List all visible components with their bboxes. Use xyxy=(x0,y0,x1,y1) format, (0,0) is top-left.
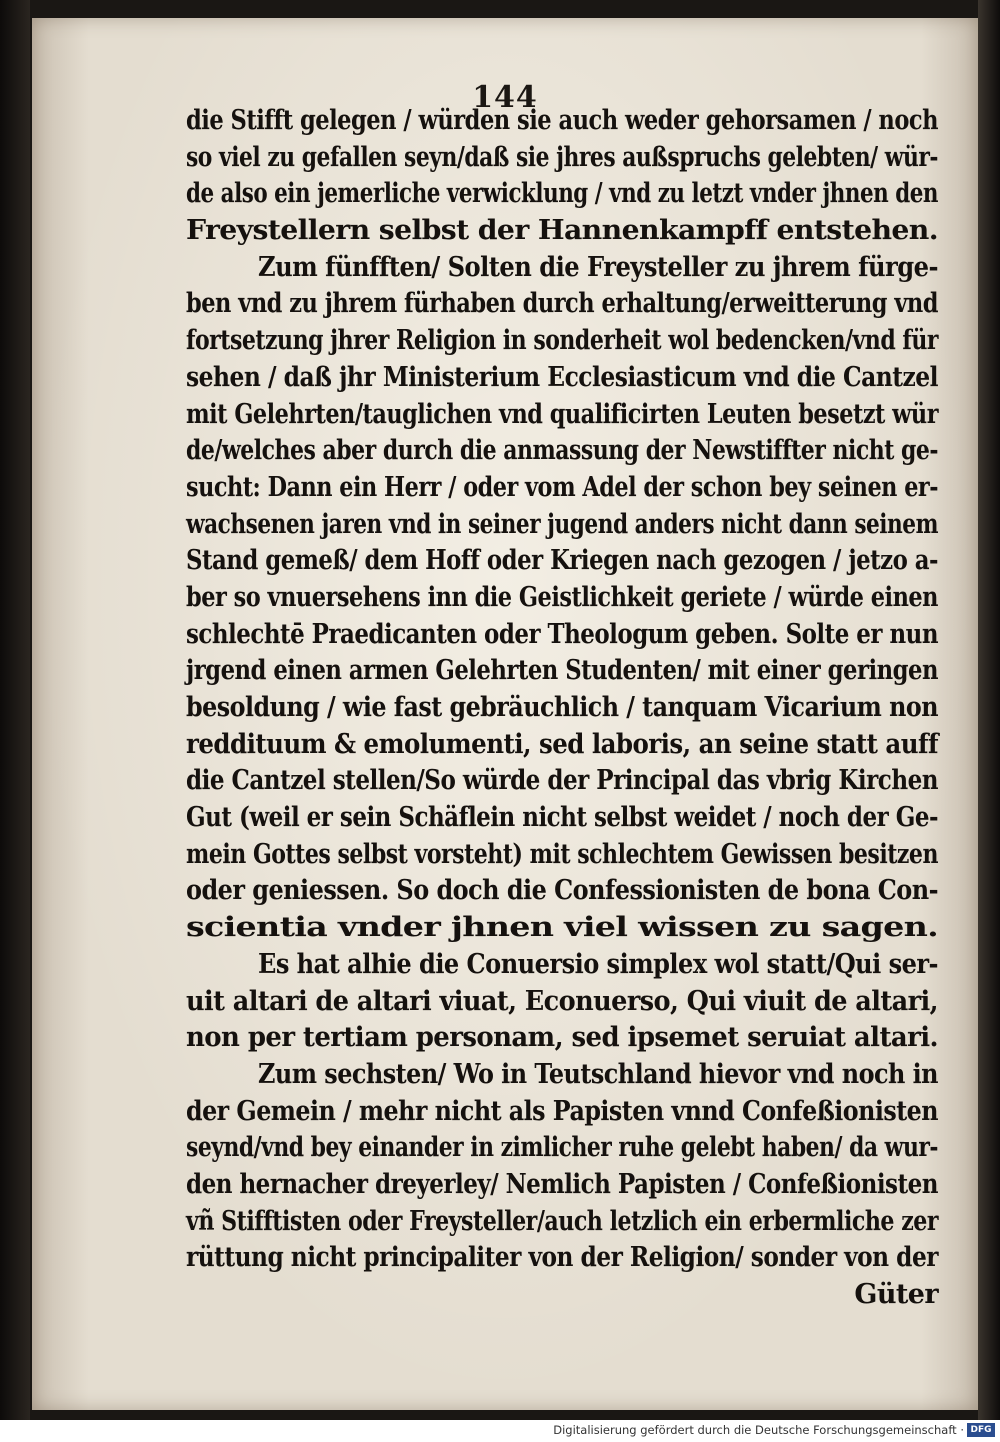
body-text xyxy=(186,103,938,1314)
text-line: Zum fünfften/ Solten die Freysteller zu jhrem fürge- xyxy=(258,251,938,283)
text-line: mein Gottes selbst vorsteht) mit schlechtem Gewissen besitzen xyxy=(186,838,938,870)
text-line: ben vnd zu jhrem fürhaben durch erhaltung/erweitterung vnd xyxy=(186,288,938,320)
text-line: rüttung nicht principaliter von der Religion/ sonder von der xyxy=(186,1242,938,1274)
text-line: jrgend einen armen Gelehrten Studenten/ mit einer geringen xyxy=(186,655,938,687)
text-line: de/welches aber durch die anmassung der Newstiffter nicht ge- xyxy=(186,435,938,467)
dfg-logo: DFG xyxy=(967,1423,995,1437)
footer-bar xyxy=(0,1420,1000,1442)
text-line: vñ Stifftisten oder Freysteller/auch letzlich ein erbermliche zer xyxy=(186,1205,938,1237)
text-line: Freystellern selbst der Hannenkampff entstehen. xyxy=(186,215,938,247)
text-line: schlechtē Praedicanten oder Theologum geben. Solte er nun xyxy=(186,618,938,650)
scan-left-shadow xyxy=(0,0,30,1442)
text-line: non per tertiam personam, sed ipsemet seruiat altari. xyxy=(186,1022,938,1054)
text-line: sucht: Dann ein Herr / oder vom Adel der schon bey seinen er- xyxy=(186,471,938,503)
text-line: Güter xyxy=(854,1279,938,1310)
text-line: fortsetzung jhrer Religion in sonderheit wol bedencken/vnd für xyxy=(186,325,938,357)
text-line: die Cantzel stellen/So würde der Principal das vbrig Kirchen xyxy=(186,765,938,797)
text-line: besoldung / wie fast gebräuchlich / tanquam Vicarium non xyxy=(186,692,938,723)
text-line: Es hat alhie die Conuersio simplex wol statt/Qui ser- xyxy=(258,948,938,980)
text-line: reddituum & emolumenti, sed laboris, an seine statt auff xyxy=(186,728,938,760)
scan-right-edge xyxy=(978,0,1000,1420)
text-line: scientia vnder jhnen viel wissen zu sagen. xyxy=(186,912,938,944)
text-line: wachsenen jaren vnd in seiner jugend anders nicht dann seinem xyxy=(186,508,938,540)
text-line: Stand gemeß/ dem Hoff oder Kriegen nach gezogen / jetzo a- xyxy=(186,545,938,577)
text-line: Zum sechsten/ Wo in Teutschland hievor vnd noch in xyxy=(258,1058,938,1090)
text-line: mit Gelehrten/tauglichen vnd qualificirten Leuten besetzt wür xyxy=(186,398,938,430)
text-line: ber so vnuersehens inn die Geistlichkeit geriete / würde einen xyxy=(186,581,938,613)
text-line: sehen / daß jhr Ministerium Ecclesiasticum vnd die Cantzel xyxy=(186,361,938,393)
text-line: uit altari de altari viuat, Econuerso, Qui viuit de altari, xyxy=(186,985,938,1017)
text-line: so viel zu gefallen seyn/daß sie jhres außspruchs gelebten/ wür- xyxy=(186,141,938,173)
text-line: Gut (weil er sein Schäflein nicht selbst weidet / noch der Ge- xyxy=(186,802,938,834)
text-line: oder geniessen. So doch die Confessionisten de bona Con- xyxy=(186,875,938,907)
text-line: den hernacher dreyerley/ Nemlich Papisten / Confeßionisten xyxy=(186,1168,938,1200)
text-line: seynd/vnd bey einander in zimlicher ruhe gelebt haben/ da wur- xyxy=(186,1132,938,1164)
text-line: der Gemein / mehr nicht als Papisten vnnd Confeßionisten xyxy=(186,1095,938,1127)
page-number: 144 xyxy=(472,80,538,115)
text-line: die Stifft gelegen / würden sie auch weder gehorsamen / noch xyxy=(186,105,938,136)
text-line: de also ein jemerliche verwicklung / vnd zu letzt vnder jhnen den xyxy=(186,178,938,210)
funding-credit: Digitalisierung gefördert durch die Deutsche Forschungsgemeinschaft · xyxy=(553,1423,964,1437)
